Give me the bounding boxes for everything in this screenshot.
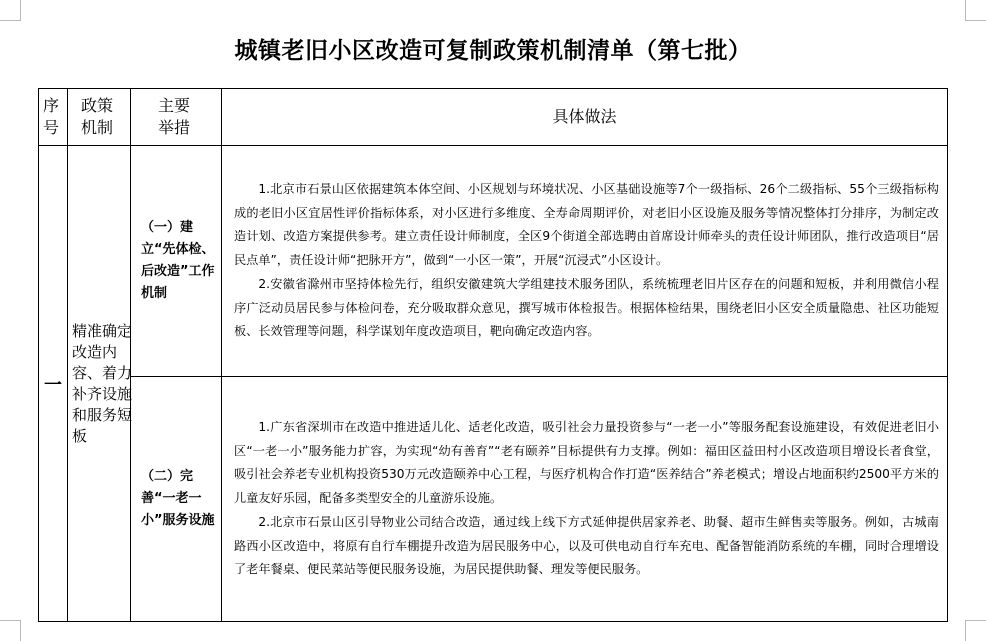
header-detail: 具体做法 <box>222 89 948 146</box>
section-number: 一 <box>39 146 68 622</box>
policy-table <box>38 88 948 622</box>
detail-paragraph: 1.广东省深圳市在改造中推进适儿化、适老化改造，吸引社会力量投资参与“一老一小”等服务配套设施建设，有效促进老旧小区“一老一小”服务能力扩容，为实现“幼有善育”“老有颐养”目标提供有力支撑。例如：福田区益田村小区改造项目增设长者食堂，吸引社会养老专业机构投资530万元改造颐养中心工程，与医疗机构合作打造“医养结合”养老模式；增设占地面积约2500平方米的儿童友好乐园，配备多类型安全的儿童游乐设施。 <box>234 420 939 506</box>
crop-mark-bottom-left <box>0 620 21 641</box>
page-title: 城镇老旧小区改造可复制政策机制清单（第七批） <box>234 37 752 64</box>
detail-cell <box>222 146 948 377</box>
measure-cell <box>131 377 222 622</box>
table-header-row <box>39 89 948 146</box>
table-row <box>39 146 948 377</box>
measure-cell <box>131 146 222 377</box>
mechanism-text: 精准确定改造内容、着力补齐设施和服务短板 <box>72 321 133 445</box>
detail-paragraph: 1.北京市石景山区依据建筑本体空间、小区规划与环境状况、小区基础设施等7个一级指标、26个二级指标、55个三级指标构成的老旧小区宜居性评价指标体系，对小区进行多维度、全寿命周期评价，对老旧小区设施及服务等情况整体打分排序，为制定改造计划、改造方案提供参考。建立责任设计师制度，全区9个街道全部选聘由首席设计师牵头的责任设计师团队，推行改造项目“居民点单”，责任设计师“把脉开方”，做到“一小区一策”，开展“沉浸式”小区设计。 <box>234 182 939 268</box>
detail-paragraph: 2.北京市石景山区引导物业公司结合改造，通过线上线下方式延伸提供居家养老、助餐、超市生鲜售卖等服务。例如，古城南路西小区改造中，将原有自行车棚提升改造为居民服务中心，以及可供电动自行车充电、配备智能消防系统的车棚，同时合理增设了老年餐桌、便民菜站等便民服务设施，为居民提供助餐、理发等便民服务。 <box>234 514 939 577</box>
mechanism-cell <box>68 146 131 622</box>
crop-mark-top-left <box>0 0 21 21</box>
detail-cell <box>222 377 948 622</box>
detail-paragraph: 2.安徽省滁州市坚持体检先行，组织安徽建筑大学组建技术服务团队，系统梳理老旧片区存在的问题和短板，并利用微信小程序广泛动员居民参与体检问卷，充分吸取群众意见，撰写城市体检报告。根据体检结果，围绕老旧小区安全质量隐患、社区功能短板、长效管理等问题，科学谋划年度改造项目，靶向确定改造内容。 <box>234 276 939 339</box>
header-measure: 主要举措 <box>131 89 222 146</box>
measure-text: （一）建立“先体检、后改造”工作机制 <box>141 220 215 301</box>
crop-mark-top-right <box>965 0 986 21</box>
crop-mark-bottom-right <box>965 620 986 641</box>
table-row <box>39 377 948 622</box>
measure-text: （二）完善“一老一小”服务设施 <box>141 469 215 528</box>
header-mechanism: 政策机制 <box>68 89 131 146</box>
header-no: 序号 <box>39 89 68 146</box>
